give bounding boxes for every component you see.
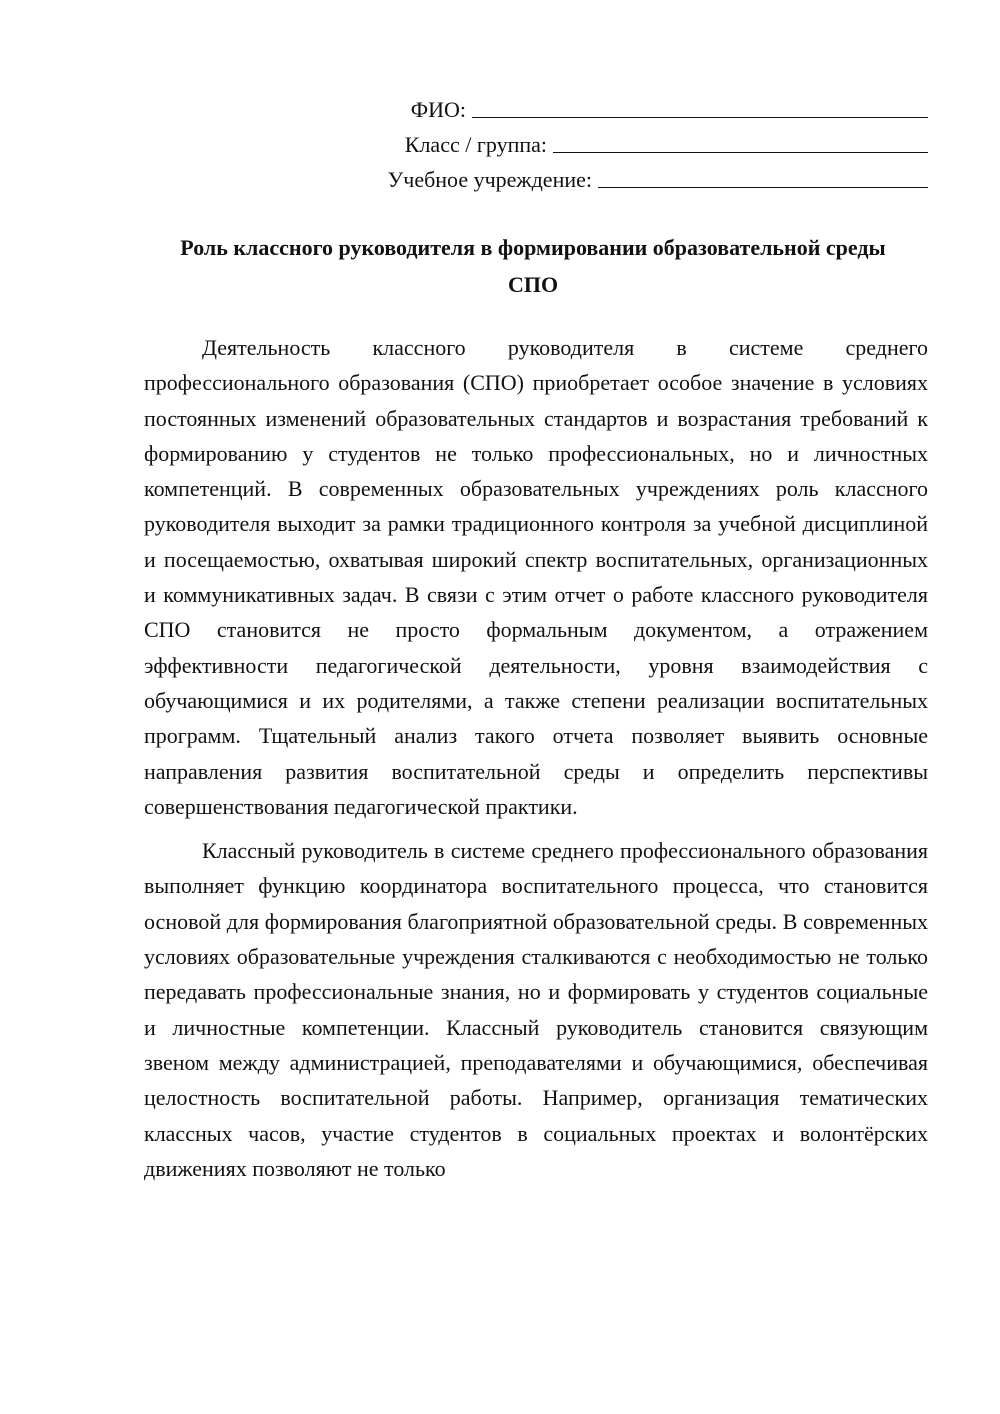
fio-blank-line[interactable]: [472, 116, 928, 118]
title-line-2: СПО: [507, 272, 559, 297]
institution-label: Учебное учреждение:: [387, 167, 592, 192]
fio-row: [300, 92, 928, 127]
student-info-block: [300, 92, 928, 197]
document-title: [140, 229, 926, 303]
title-line-1: Роль классного руководителя в формировании образовательной среды: [180, 235, 886, 260]
fio-label: ФИО:: [410, 97, 466, 122]
institution-row: [300, 162, 928, 197]
document-body: [144, 330, 928, 1195]
class-label: Класс / группа:: [404, 132, 547, 157]
class-blank-line[interactable]: [553, 151, 928, 153]
paragraph-2: Классный руководитель в системе среднего профессионального образования выполняет функцию координатора воспитательного процесса, что становится основой для формирования благоприятной образовательной среды. В современных условиях образовательные учреждения сталкиваются с необходимостью не только передавать профессиональные знания, но и формировать у студентов социальные и личностные компетенции. Классный руководитель становится связующим звеном между администрацией, преподавателями и обучающимися, обеспечивая целостность воспитательной работы. Например, организация тематических классных часов, участие студентов в социальных проектах и волонтёрских движениях позволяют не только: [144, 838, 928, 1181]
institution-blank-line[interactable]: [598, 186, 928, 188]
class-row: [300, 127, 928, 162]
paragraph-1: Деятельность классного руководителя в системе среднего профессионального образования (СПО) приобретает особое значение в условиях постоянных изменений образовательных стандартов и возрастания требований к формированию у студентов не только профессиональных, но и личностных компетенций. В современных образовательных учреждениях роль классного руководителя выходит за рамки традиционного контроля за учебной дисциплиной и посещаемостью, охватывая широкий спектр воспитательных, организационных и коммуникативных задач. В связи с этим отчет о работе классного руководителя СПО становится не просто формальным документом, а отражением эффективности педагогической деятельности, уровня взаимодействия с обучающимися и их родителями, а также степени реализации воспитательных программ. Тщательный анализ такого отчета позволяет выявить основные направления развития воспитательной среды и определить перспективы совершенствования педагогической практики.: [144, 335, 928, 819]
